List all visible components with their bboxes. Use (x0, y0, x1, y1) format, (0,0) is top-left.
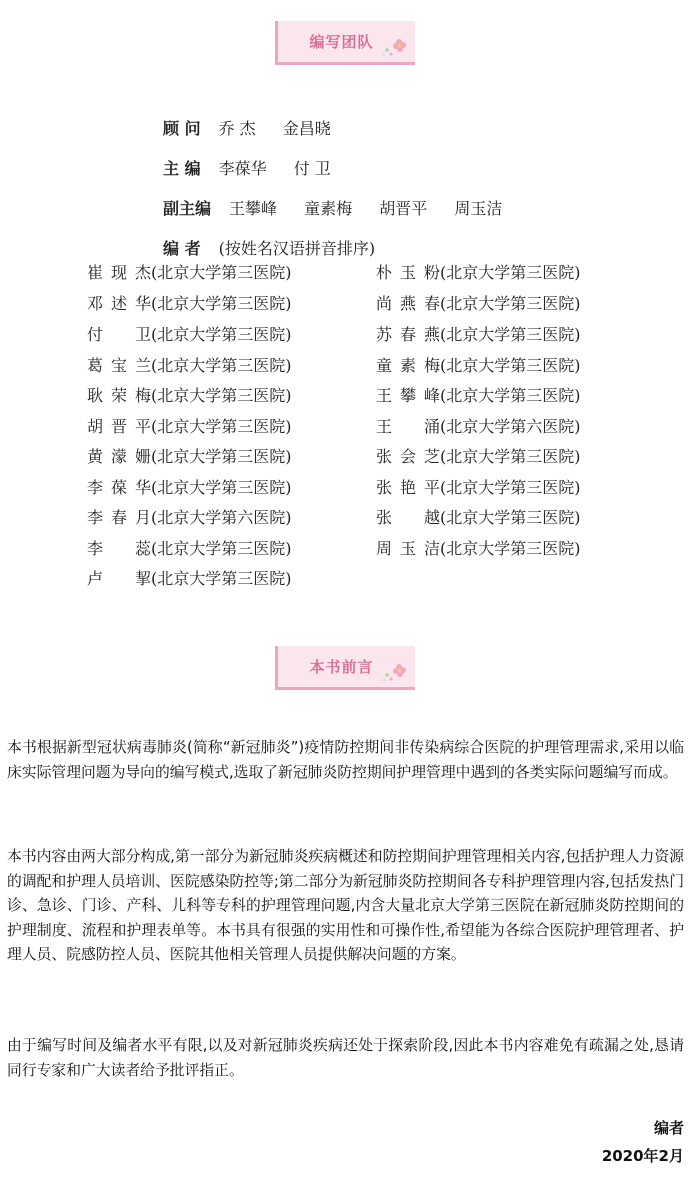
member-entry (87, 505, 292, 531)
member-entry (87, 383, 292, 409)
member-entry (87, 444, 292, 470)
flower-decoration-icon (379, 36, 409, 58)
member-name: 耿荣梅 (87, 386, 151, 405)
member-name: 王涌 (376, 417, 440, 436)
preface-paragraph-2: 本书内容由两大部分构成,第一部分为新冠肺炎疾病概述和防控期间护理管理相关内容,包括护理人力资源的调配和护理人员培训、医院感染防控等;第二部分为新冠肺炎防控期间各专科护理管理内容,包括发热门诊、急诊、门诊、产科、儿科等专科的护理管理问题,内含大量北京大学第三医院在新冠肺炎防控期间的护理制度、流程和护理表单等。本书具有很强的实用性和可操作性,希望能为各综合医院护理管理者、护理人员、院感防控人员、医院其他相关管理人员提供解决问题的方案。 (7, 848, 684, 963)
preface-signature: 编者 (653, 1119, 684, 1137)
section-badge-preface (275, 646, 415, 690)
flower-decoration-icon (379, 661, 409, 683)
member-entry (87, 291, 292, 317)
member-name: 李葆华 (87, 478, 151, 497)
deputy-editor-label: 副主编 (163, 198, 212, 218)
member-name: 崔现杰 (87, 263, 151, 282)
member-org: (北京大学第三医院) (151, 539, 292, 558)
member-name: 葛宝兰 (87, 356, 151, 375)
member-entry (376, 444, 581, 470)
advisor-name: 乔 杰 (218, 118, 256, 138)
chief-editor-name: 李葆华 (218, 158, 267, 178)
member-entry (376, 536, 581, 562)
member-entry (376, 383, 581, 409)
member-org: (北京大学第三医院) (440, 386, 581, 405)
member-org: (北京大学第三医院) (440, 356, 581, 375)
member-name: 李蕊 (87, 539, 151, 558)
member-org: (北京大学第三医院) (151, 386, 292, 405)
advisor-row (163, 113, 353, 141)
section-title-preface: 本书前言 (309, 658, 374, 676)
deputy-editor-row (163, 193, 524, 221)
member-name: 付卫 (87, 325, 151, 344)
member-name: 邓述华 (87, 294, 151, 313)
member-entry (376, 260, 581, 286)
member-org: (北京大学第六医院) (151, 508, 292, 527)
member-org: (北京大学第三医院) (151, 569, 292, 588)
member-name: 张越 (376, 508, 440, 527)
member-org: (北京大学第三医院) (440, 478, 581, 497)
member-name: 朴玉粉 (376, 263, 440, 282)
member-entry (87, 566, 292, 592)
member-org: (北京大学第三医院) (151, 447, 292, 466)
member-entry (376, 475, 581, 501)
member-name: 张会芝 (376, 447, 440, 466)
member-entry (376, 505, 581, 531)
member-entry (376, 322, 581, 348)
member-name: 黄濛姗 (87, 447, 151, 466)
member-name: 李春月 (87, 508, 151, 527)
member-org: (北京大学第三医院) (151, 294, 292, 313)
member-org: (北京大学第三医院) (440, 294, 581, 313)
member-org: (北京大学第三医院) (440, 508, 581, 527)
member-name: 尚燕春 (376, 294, 440, 313)
editors-sort-note: (按姓名汉语拼音排序) (218, 238, 376, 258)
editors-label: 编 者 (163, 238, 201, 258)
member-entry (87, 475, 292, 501)
member-name: 胡晋平 (87, 417, 151, 436)
member-entry (376, 414, 581, 440)
member-org: (北京大学第三医院) (151, 263, 292, 282)
member-name: 王攀峰 (376, 386, 440, 405)
member-org: (北京大学第三医院) (151, 478, 292, 497)
preface-date: 2020年2月 (601, 1147, 684, 1165)
member-entry (87, 322, 292, 348)
member-entry (87, 353, 292, 379)
member-entry (376, 353, 581, 379)
member-org: (北京大学第三医院) (440, 539, 581, 558)
member-entry (87, 414, 292, 440)
section-badge-team (275, 21, 415, 65)
chief-editor-row (163, 153, 353, 181)
advisor-label: 顾 问 (163, 118, 201, 138)
member-name: 卢挈 (87, 569, 151, 588)
preface-paragraph-1: 本书根据新型冠状病毒肺炎(简称“新冠肺炎”)疫情防控期间非传染病综合医院的护理管理需求,采用以临床实际管理问题为导向的编写模式,选取了新冠肺炎防控期间护理管理中遇到的各类实际问题编写而成。 (7, 739, 684, 781)
member-entry (87, 536, 292, 562)
member-org: (北京大学第三医院) (151, 417, 292, 436)
member-org: (北京大学第三医院) (151, 325, 292, 344)
member-org: (北京大学第三医院) (440, 263, 581, 282)
deputy-editor-name: 王攀峰 (229, 198, 278, 218)
deputy-editor-name: 胡晋平 (379, 198, 428, 218)
editors-row (163, 233, 375, 261)
member-name: 周玉洁 (376, 539, 440, 558)
member-org: (北京大学第三医院) (440, 447, 581, 466)
member-name: 苏春燕 (376, 325, 440, 344)
section-title-team: 编写团队 (309, 33, 374, 51)
member-org: (北京大学第三医院) (151, 356, 292, 375)
preface-paragraph-3: 由于编写时间及编者水平有限,以及对新冠肺炎疾病还处于探索阶段,因此本书内容难免有疏漏之处,恳请同行专家和广大读者给予批评指正。 (7, 1037, 684, 1079)
advisor-name: 金昌晓 (282, 118, 331, 138)
member-org: (北京大学第六医院) (440, 417, 581, 436)
member-name: 童素梅 (376, 356, 440, 375)
chief-editor-name: 付 卫 (293, 158, 331, 178)
chief-editor-label: 主 编 (163, 158, 201, 178)
member-entry (376, 291, 581, 317)
member-entry (87, 260, 292, 286)
deputy-editor-name: 周玉洁 (454, 198, 503, 218)
member-org: (北京大学第三医院) (440, 325, 581, 344)
member-name: 张艳平 (376, 478, 440, 497)
deputy-editor-name: 童素梅 (304, 198, 353, 218)
